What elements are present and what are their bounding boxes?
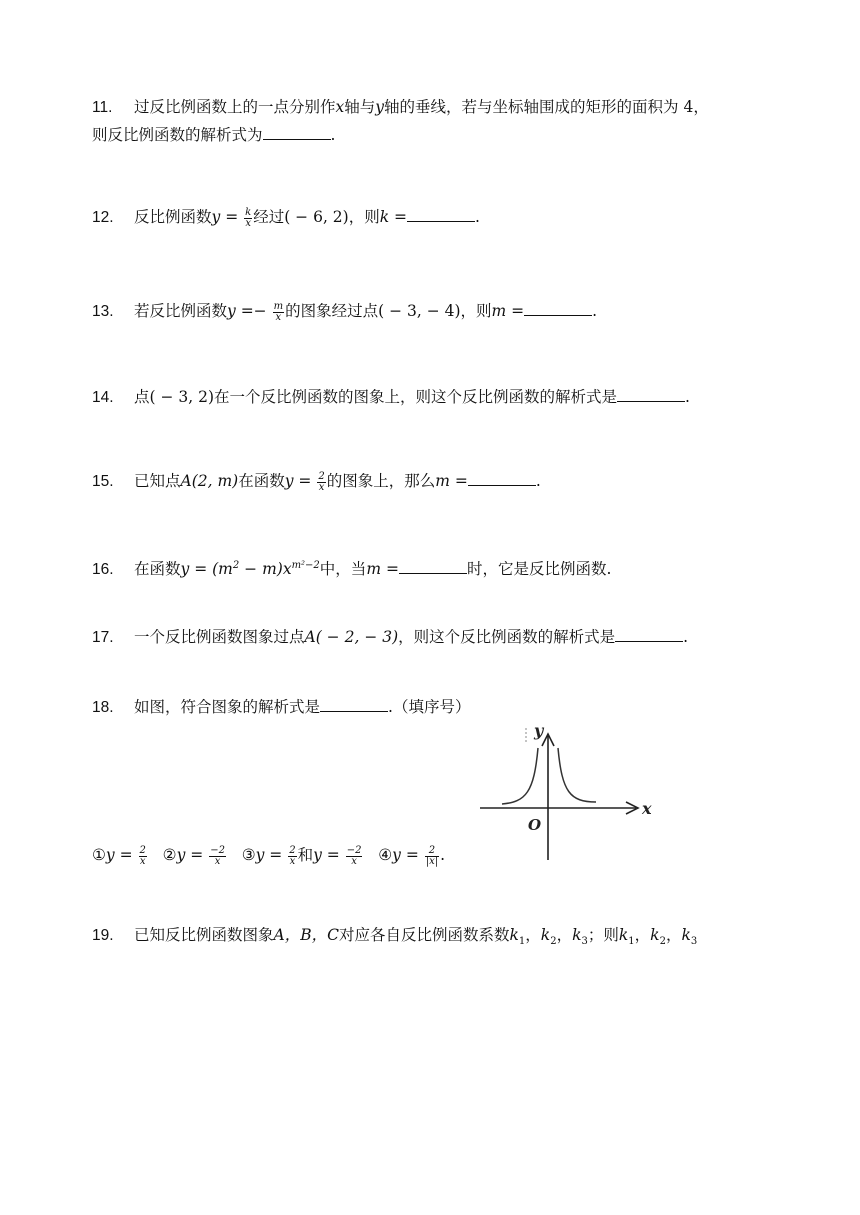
fraction: $\frac{k}{x}$ [245,206,252,229]
y-axis-label: y [534,721,544,740]
question-15: 15. 已知点A(2, m)在函数y = $\frac{2}{x}$ 的图象上，那么m = . [92,468,541,495]
answer-blank[interactable] [407,206,475,222]
question-14: 14. 点( − 3, 2)在一个反比例函数的图象上，则这个反比例函数的解析式是 . [92,384,690,411]
question-11: 11. 过反比例函数上的一点分别作x轴与y轴的垂线，若与坐标轴围成的矩形的面积为 4， [92,94,709,121]
answer-blank[interactable] [320,696,388,712]
question-17: 17. 一个反比例函数图象过点A( − 2, − 3)，则这个反比例函数的解析式是 . [92,624,688,651]
question-number: 13. [92,303,114,320]
answer-blank[interactable] [399,558,467,574]
option-1: ①y = $\frac{2}{x}$ [92,844,146,867]
question-number: 17. [92,629,114,646]
hyperbola-graph [476,718,676,864]
question-number: 12. [92,209,114,226]
left-branch-curve [502,748,538,804]
option-2: ②y = $\frac{-2}{x}$ [162,844,225,867]
question-11-line-2: 则反比例函数的解析式为 . [92,126,336,144]
question-18-options [92,842,445,868]
fraction: $\frac{2}{x}$ [318,470,325,493]
question-number: 15. [92,473,114,490]
question-number: 11. [92,99,113,116]
question-12: 12. 反比例函数y = $\frac{k}{x}$ 经过( − 6, 2)，则k = . [92,204,480,231]
question-16: 16. 在函数$y = (m^2 - m)x^{m^2-2}$中，当m = 时，它是反比例函数. [92,553,611,583]
fraction: $\frac{m}{x}$ [273,300,284,323]
answer-blank[interactable] [617,386,685,402]
origin-label: O [528,816,542,834]
option-4: ④y = $\frac{2}{|x|}$ . [378,844,446,867]
question-18: 18. 如图，符合图象的解析式是 .（填序号） [92,694,470,721]
answer-blank[interactable] [263,124,331,140]
question-number: 18. [92,699,114,716]
answer-blank[interactable] [615,626,683,642]
answer-blank[interactable] [524,300,592,316]
x-axis-label: x [642,799,652,818]
question-13: 13. 若反比例函数y =− $\frac{m}{x}$ 的图象经过点( − 3, − 4)，则m = . [92,298,597,325]
question-number: 16. [92,561,114,579]
question-19: 19. 已知反比例函数图象A，B，C对应各自反比例函数系数$k_1$，$k_2$，$k_3$；则$k_1$，$k_2$，$k_3$ [92,922,697,955]
right-branch-curve [558,748,596,802]
option-3: ③y = $\frac{2}{x}$ 和y = $\frac{-2}{x}$ [241,844,362,867]
answer-blank[interactable] [468,470,536,486]
question-number: 19. [92,927,114,944]
question-number: 14. [92,389,114,406]
